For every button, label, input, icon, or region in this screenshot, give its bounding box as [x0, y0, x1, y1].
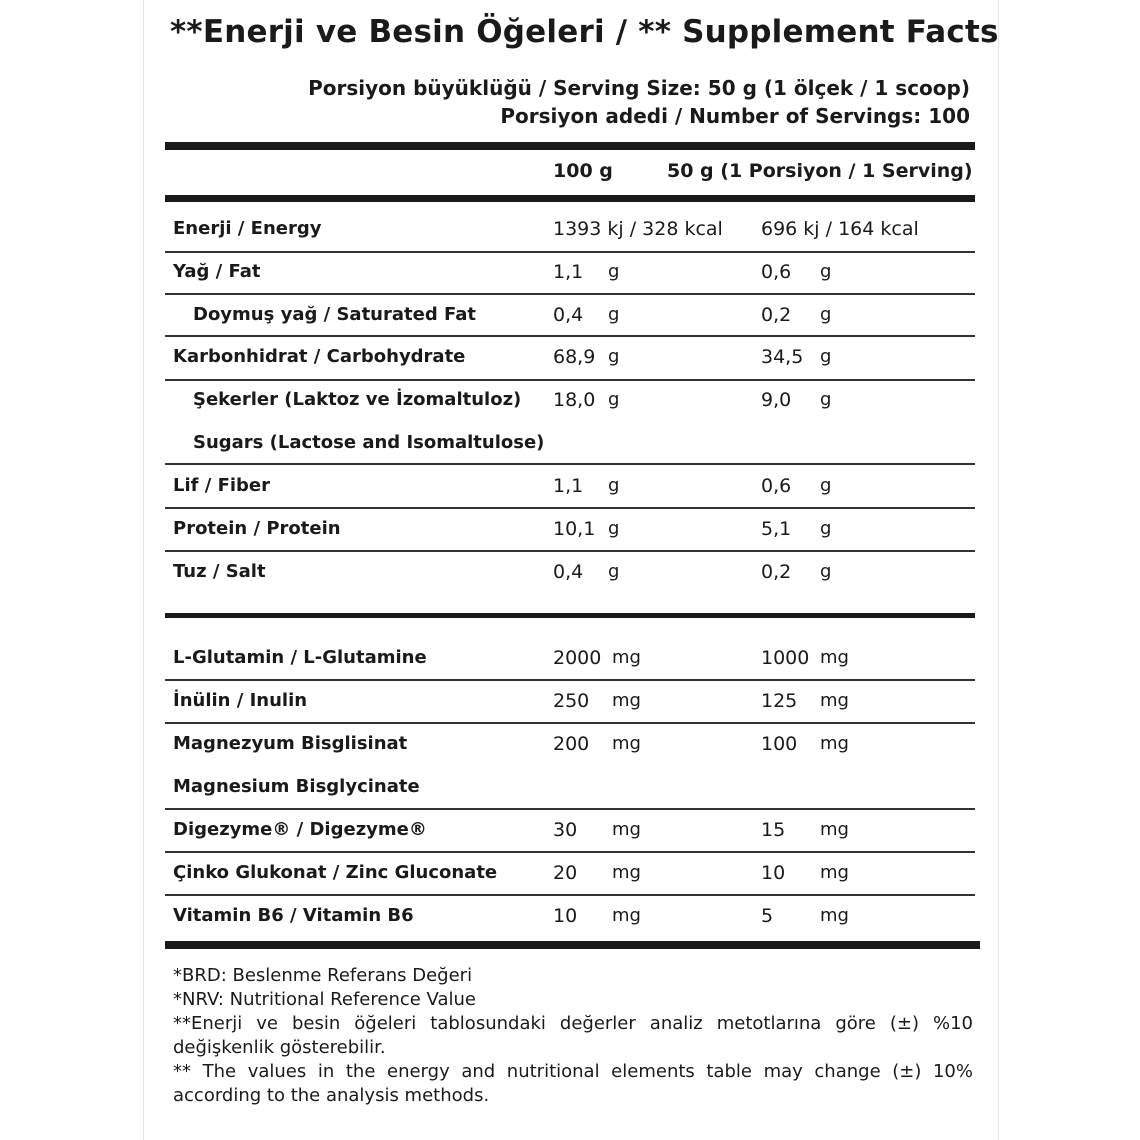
unit-serving: mg — [820, 733, 849, 754]
nutrient-name: Tuz / Salt — [173, 561, 266, 582]
ingredient-name: Vitamin B6 / Vitamin B6 — [173, 905, 414, 926]
unit-100g: mg — [612, 819, 641, 840]
unit-100g: g — [608, 261, 620, 282]
unit-serving: mg — [820, 819, 849, 840]
value-serving: 0,6 — [761, 475, 792, 497]
value-100g: 1,1 — [553, 475, 584, 497]
ingredient-name: Digezyme® / Digezyme® — [173, 819, 427, 840]
unit-100g: mg — [612, 690, 641, 711]
unit-100g: g — [608, 518, 620, 539]
value-100g: 1393 kj / 328 kcal — [553, 218, 723, 240]
unit-100g: mg — [612, 647, 641, 668]
nutrient-name-english: Sugars (Lactose and Isomaltulose) — [193, 432, 545, 453]
footer-rule — [165, 941, 980, 949]
unit-serving: mg — [820, 905, 849, 926]
unit-serving: g — [820, 561, 832, 582]
ingredient-name: Magnezyum Bisglisinat — [173, 733, 408, 754]
unit-serving: g — [820, 261, 832, 282]
value-serving: 1000 — [761, 647, 810, 669]
value-serving: 125 — [761, 690, 798, 712]
row-divider — [165, 507, 975, 509]
value-100g: 10,1 — [553, 518, 596, 540]
value-100g: 30 — [553, 819, 578, 841]
ingredient-name: İnülin / Inulin — [173, 690, 308, 711]
value-serving: 34,5 — [761, 346, 804, 368]
footnote-tr-line2: değişkenlik gösterebilir. — [173, 1037, 386, 1058]
nutrient-name: Enerji / Energy — [173, 218, 322, 239]
row-divider — [165, 335, 975, 337]
section-rule — [165, 613, 975, 618]
value-100g: 200 — [553, 733, 590, 755]
value-100g: 2000 — [553, 647, 602, 669]
ingredient-name: L-Glutamin / L-Glutamine — [173, 647, 427, 668]
column-header-serving: 50 g (1 Porsiyon / 1 Serving) — [667, 160, 973, 182]
page-title: **Enerji ve Besin Öğeleri / ** Supplement Facts — [170, 14, 999, 50]
nutrient-name: Doymuş yağ / Saturated Fat — [193, 304, 476, 325]
column-header-rule — [165, 195, 975, 202]
unit-100g: mg — [612, 733, 641, 754]
nutrient-name: Protein / Protein — [173, 518, 341, 539]
unit-serving: mg — [820, 690, 849, 711]
value-serving: 100 — [761, 733, 798, 755]
row-divider — [165, 379, 975, 381]
value-serving: 696 kj / 164 kcal — [761, 218, 919, 240]
footnote-en-line2: according to the analysis methods. — [173, 1085, 490, 1106]
footnote-tr-line1: **Enerji ve besin öğeleri tablosundaki değerler analiz metotlarına göre (±) %10 — [173, 1013, 973, 1034]
row-divider — [165, 550, 975, 552]
nutrient-name: Lif / Fiber — [173, 475, 271, 496]
unit-serving: g — [820, 518, 832, 539]
row-divider — [165, 679, 975, 681]
footnote-en-line1: ** The values in the energy and nutritional elements table may change (±) 10% — [173, 1061, 973, 1082]
value-100g: 10 — [553, 905, 578, 927]
unit-serving: mg — [820, 647, 849, 668]
value-serving: 10 — [761, 862, 786, 884]
unit-serving: g — [820, 304, 832, 325]
value-100g: 68,9 — [553, 346, 596, 368]
unit-100g: g — [608, 561, 620, 582]
row-divider — [165, 722, 975, 724]
unit-serving: mg — [820, 862, 849, 883]
nutrient-name: Şekerler (Laktoz ve İzomaltuloz) — [193, 389, 522, 410]
row-divider — [165, 808, 975, 810]
row-divider — [165, 463, 975, 465]
nutrient-name: Yağ / Fat — [173, 261, 261, 282]
footnotes — [173, 964, 973, 1108]
value-serving: 15 — [761, 819, 786, 841]
column-header-100g: 100 g — [553, 160, 613, 182]
ingredient-name: Çinko Glukonat / Zinc Gluconate — [173, 862, 498, 883]
unit-100g: mg — [612, 905, 641, 926]
value-serving: 0,2 — [761, 561, 792, 583]
header-rule — [165, 142, 975, 150]
footnote-brd: *BRD: Beslenme Referans Değeri — [173, 965, 473, 986]
value-serving: 5 — [761, 905, 774, 927]
value-100g: 20 — [553, 862, 578, 884]
unit-100g: g — [608, 304, 620, 325]
value-100g: 250 — [553, 690, 590, 712]
unit-serving: g — [820, 475, 832, 496]
nutrient-name: Karbonhidrat / Carbohydrate — [173, 346, 466, 367]
value-serving: 5,1 — [761, 518, 792, 540]
row-divider — [165, 251, 975, 253]
value-100g: 18,0 — [553, 389, 596, 411]
value-serving: 0,2 — [761, 304, 792, 326]
value-100g: 0,4 — [553, 304, 584, 326]
unit-100g: g — [608, 475, 620, 496]
ingredient-name-english: Magnesium Bisglycinate — [173, 776, 420, 797]
unit-100g: g — [608, 346, 620, 367]
row-divider — [165, 894, 975, 896]
row-divider — [165, 293, 975, 295]
unit-100g: g — [608, 389, 620, 410]
serving-size: Porsiyon büyüklüğü / Serving Size: 50 g (1 ölçek / 1 scoop) — [308, 76, 970, 100]
value-serving: 0,6 — [761, 261, 792, 283]
servings-count: Porsiyon adedi / Number of Servings: 100 — [500, 104, 970, 128]
row-divider — [165, 851, 975, 853]
value-100g: 1,1 — [553, 261, 584, 283]
value-serving: 9,0 — [761, 389, 792, 411]
value-100g: 0,4 — [553, 561, 584, 583]
unit-serving: g — [820, 346, 832, 367]
unit-serving: g — [820, 389, 832, 410]
footnote-nrv: *NRV: Nutritional Reference Value — [173, 989, 476, 1010]
unit-100g: mg — [612, 862, 641, 883]
